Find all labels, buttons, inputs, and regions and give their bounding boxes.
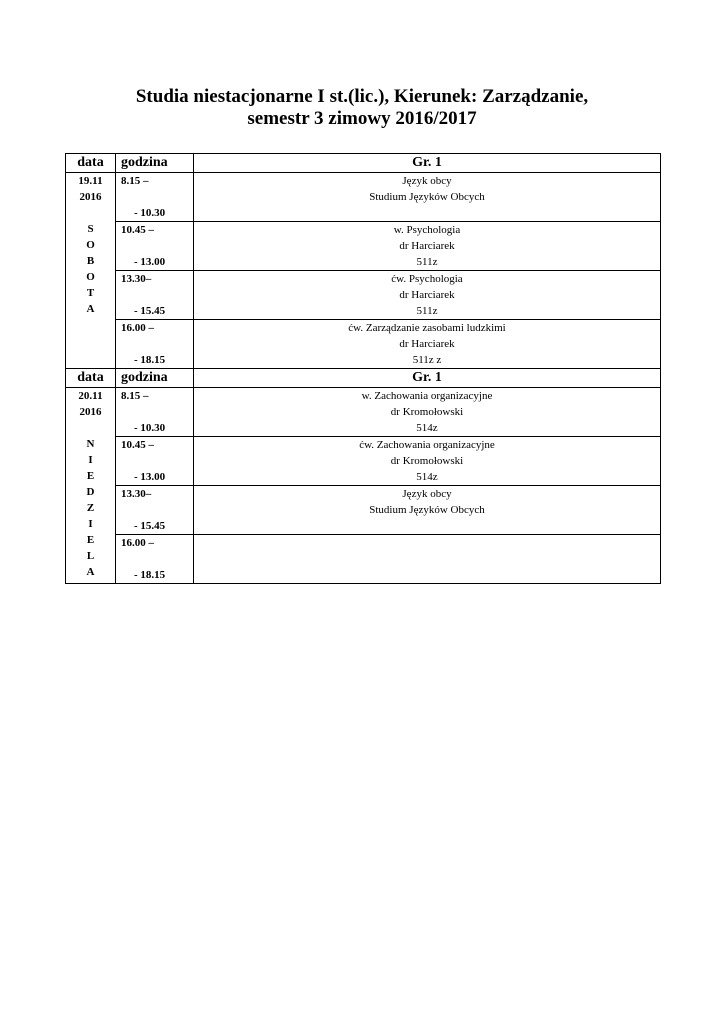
time-cell: [116, 222, 194, 271]
weekday-letter: E: [86, 534, 95, 546]
time-cell: [116, 388, 194, 437]
date-day: 20.11: [78, 390, 103, 402]
time-end: - 13.00: [134, 256, 166, 268]
header-group: Gr. 1: [194, 154, 661, 173]
class-room: 514z: [416, 471, 438, 483]
weekday-letter: T: [86, 287, 95, 299]
date-cell: [66, 388, 116, 584]
time-start: 16.00 –: [121, 537, 154, 549]
time-cell: [116, 486, 194, 535]
weekday-letter: N: [86, 438, 95, 450]
weekday-letter: A: [86, 303, 95, 315]
time-end: - 18.15: [134, 569, 166, 581]
table-row: [66, 437, 661, 486]
table-row: [66, 535, 661, 584]
weekday-letter: Z: [86, 502, 95, 514]
class-teacher: dr Kromołowski: [390, 455, 464, 467]
header-time: godzina: [116, 369, 194, 388]
class-cell: [194, 535, 661, 584]
class-teacher: dr Kromołowski: [390, 406, 464, 418]
table-row: [66, 271, 661, 320]
class-cell: [194, 486, 661, 535]
table-row: [66, 222, 661, 271]
time-start: 13.30–: [121, 273, 152, 285]
class-subject: ćw. Zarządzanie zasobami ludzkimi: [348, 322, 506, 334]
time-end: - 15.45: [134, 520, 166, 532]
time-cell: [116, 173, 194, 222]
class-teacher: [194, 551, 660, 567]
time-cell: [116, 437, 194, 486]
time-start: 8.15 –: [121, 175, 149, 187]
class-teacher: Studium Języków Obcych: [369, 191, 485, 203]
table-row: [66, 388, 661, 437]
class-subject: w. Zachowania organizacyjne: [361, 390, 493, 402]
time-start: 10.45 –: [121, 439, 154, 451]
time-end: - 10.30: [134, 422, 166, 434]
time-start: 16.00 –: [121, 322, 154, 334]
class-room: 514z: [416, 422, 438, 434]
header-date: data: [66, 154, 116, 173]
table-header-row: [66, 369, 661, 388]
weekday-letter: I: [88, 454, 93, 466]
date-cell: [66, 173, 116, 369]
class-room: 511z: [416, 256, 438, 268]
class-cell: [194, 388, 661, 437]
time-start: 10.45 –: [121, 224, 154, 236]
time-start: 8.15 –: [121, 390, 149, 402]
class-subject: Język obcy: [402, 175, 452, 187]
title-line-1: Studia niestacjonarne I st.(lic.), Kierunek: Zarządzanie,: [135, 86, 589, 107]
schedule-table: [65, 153, 661, 584]
table-row: [66, 173, 661, 222]
class-cell: [194, 222, 661, 271]
class-subject: [194, 535, 660, 551]
class-room: 511z z: [412, 354, 442, 366]
time-start: 13.30–: [121, 488, 152, 500]
time-end: - 18.15: [134, 354, 166, 366]
class-room: [194, 205, 660, 221]
time-end: - 15.45: [134, 305, 166, 317]
class-room: [194, 567, 660, 583]
header-date: data: [66, 369, 116, 388]
weekday-letter: O: [86, 239, 95, 251]
header-time: godzina: [116, 154, 194, 173]
weekday-letter: B: [86, 255, 95, 267]
weekday-letter: O: [86, 271, 95, 283]
header-group: Gr. 1: [194, 369, 661, 388]
time-end: - 10.30: [134, 207, 166, 219]
date-year: 2016: [79, 406, 102, 418]
table-header-row: [66, 154, 661, 173]
title-line-2: semestr 3 zimowy 2016/2017: [247, 108, 477, 129]
class-subject: ćw. Psychologia: [391, 273, 463, 285]
table-row: [66, 320, 661, 369]
class-teacher: dr Harciarek: [399, 338, 455, 350]
class-cell: [194, 437, 661, 486]
class-cell: [194, 173, 661, 222]
weekday-letter: A: [86, 566, 95, 578]
class-teacher: dr Harciarek: [399, 289, 455, 301]
class-cell: [194, 271, 661, 320]
weekday-letter: I: [88, 518, 93, 530]
class-subject: w. Psychologia: [393, 224, 461, 236]
date-day: 19.11: [78, 175, 103, 187]
table-row: [66, 486, 661, 535]
weekday-letter: S: [87, 223, 94, 235]
page-title: [0, 86, 724, 130]
weekday-letter: E: [86, 470, 95, 482]
time-end: - 13.00: [134, 471, 166, 483]
date-year: 2016: [79, 191, 102, 203]
class-subject: Język obcy: [402, 488, 452, 500]
time-cell: [116, 320, 194, 369]
class-teacher: dr Harciarek: [399, 240, 455, 252]
class-room: 511z: [416, 305, 438, 317]
class-room: [194, 518, 660, 534]
weekday-letter: D: [86, 486, 95, 498]
time-cell: [116, 271, 194, 320]
weekday-letter: L: [86, 550, 95, 562]
time-cell: [116, 535, 194, 584]
class-cell: [194, 320, 661, 369]
class-teacher: Studium Języków Obcych: [369, 504, 485, 516]
class-subject: ćw. Zachowania organizacyjne: [359, 439, 495, 451]
